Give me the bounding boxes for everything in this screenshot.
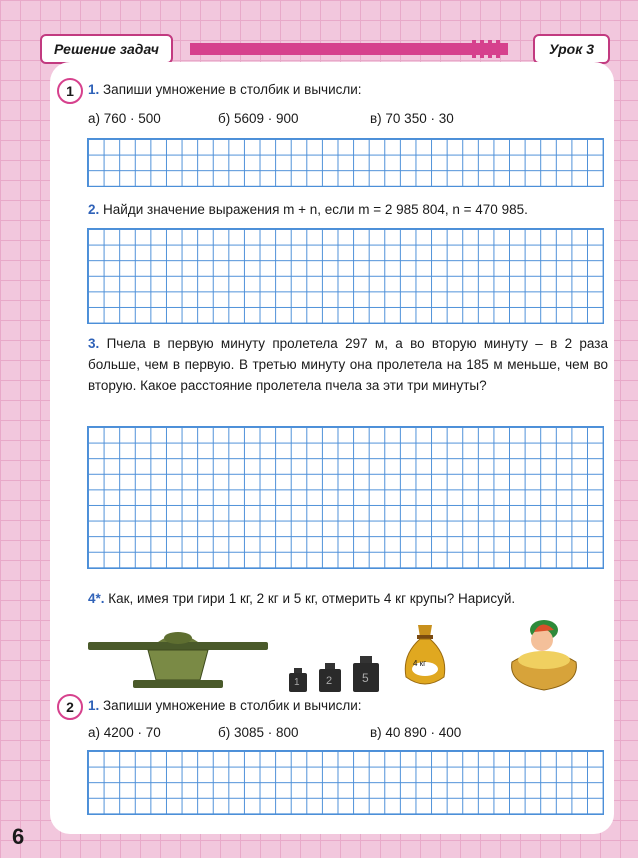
answer-grid-1[interactable] xyxy=(87,138,604,187)
task-text: Найди значение выражения m + n, если m = 2 985 804, n = 470 985. xyxy=(103,202,528,217)
task-text: Пчела в первую минуту пролетела 297 м, а во вторую минуту – в 2 раза больше, чем в первую. В третью минуту она пролетела на 185 м меньше, чем во вторую. Какое расстояние пролетела пчела за эти три минуты? xyxy=(88,336,608,393)
header-ticks xyxy=(472,40,500,58)
header-stripe xyxy=(190,43,508,55)
task-2-1 xyxy=(88,695,362,716)
section-title: Решение задач xyxy=(40,34,173,64)
expression-a: а) 760 · 500 xyxy=(88,111,161,126)
grain-bag-icon xyxy=(402,615,448,690)
weight-2kg-label: 2 xyxy=(326,675,333,687)
weight-1kg-label: 1 xyxy=(294,677,300,688)
expression-c: в) 70 350 · 30 xyxy=(370,111,454,126)
task-text: Запиши умножение в столбик и вычисли: xyxy=(103,82,362,97)
bag-label: 4 кг xyxy=(413,659,427,668)
task-1-2 xyxy=(88,199,528,220)
balance-scale-icon xyxy=(88,628,268,690)
answer-grid-3[interactable] xyxy=(87,426,604,569)
lesson-badge: Урок 3 xyxy=(533,34,610,64)
task-text: Запиши умножение в столбик и вычисли: xyxy=(103,698,362,713)
weight-5kg-label: 5 xyxy=(362,671,369,685)
task-1-4 xyxy=(88,588,515,609)
expression-b: б) 3085 · 800 xyxy=(218,725,299,740)
task-1-1 xyxy=(88,79,362,100)
section-number-1: 1 xyxy=(57,78,83,104)
expression-b: б) 5609 · 900 xyxy=(218,111,299,126)
page-number: 6 xyxy=(12,824,25,849)
answer-grid-2[interactable] xyxy=(87,228,604,324)
character-with-sack-icon xyxy=(504,612,584,692)
expression-a: а) 4200 · 70 xyxy=(88,725,161,740)
task-number: 1. xyxy=(88,698,100,713)
task-number: 4*. xyxy=(88,591,105,606)
expression-c: в) 40 890 · 400 xyxy=(370,725,462,740)
task-number: 3. xyxy=(88,336,100,351)
section-number-2: 2 xyxy=(57,694,83,720)
answer-grid-4[interactable] xyxy=(87,750,604,815)
task-text: Как, имея три гири 1 кг, 2 кг и 5 кг, отмерить 4 кг крупы? Нарисуй. xyxy=(108,591,516,606)
task-number: 2. xyxy=(88,202,100,217)
header-bar xyxy=(40,34,610,62)
task-1-3 xyxy=(88,333,608,396)
task-number: 1. xyxy=(88,82,100,97)
